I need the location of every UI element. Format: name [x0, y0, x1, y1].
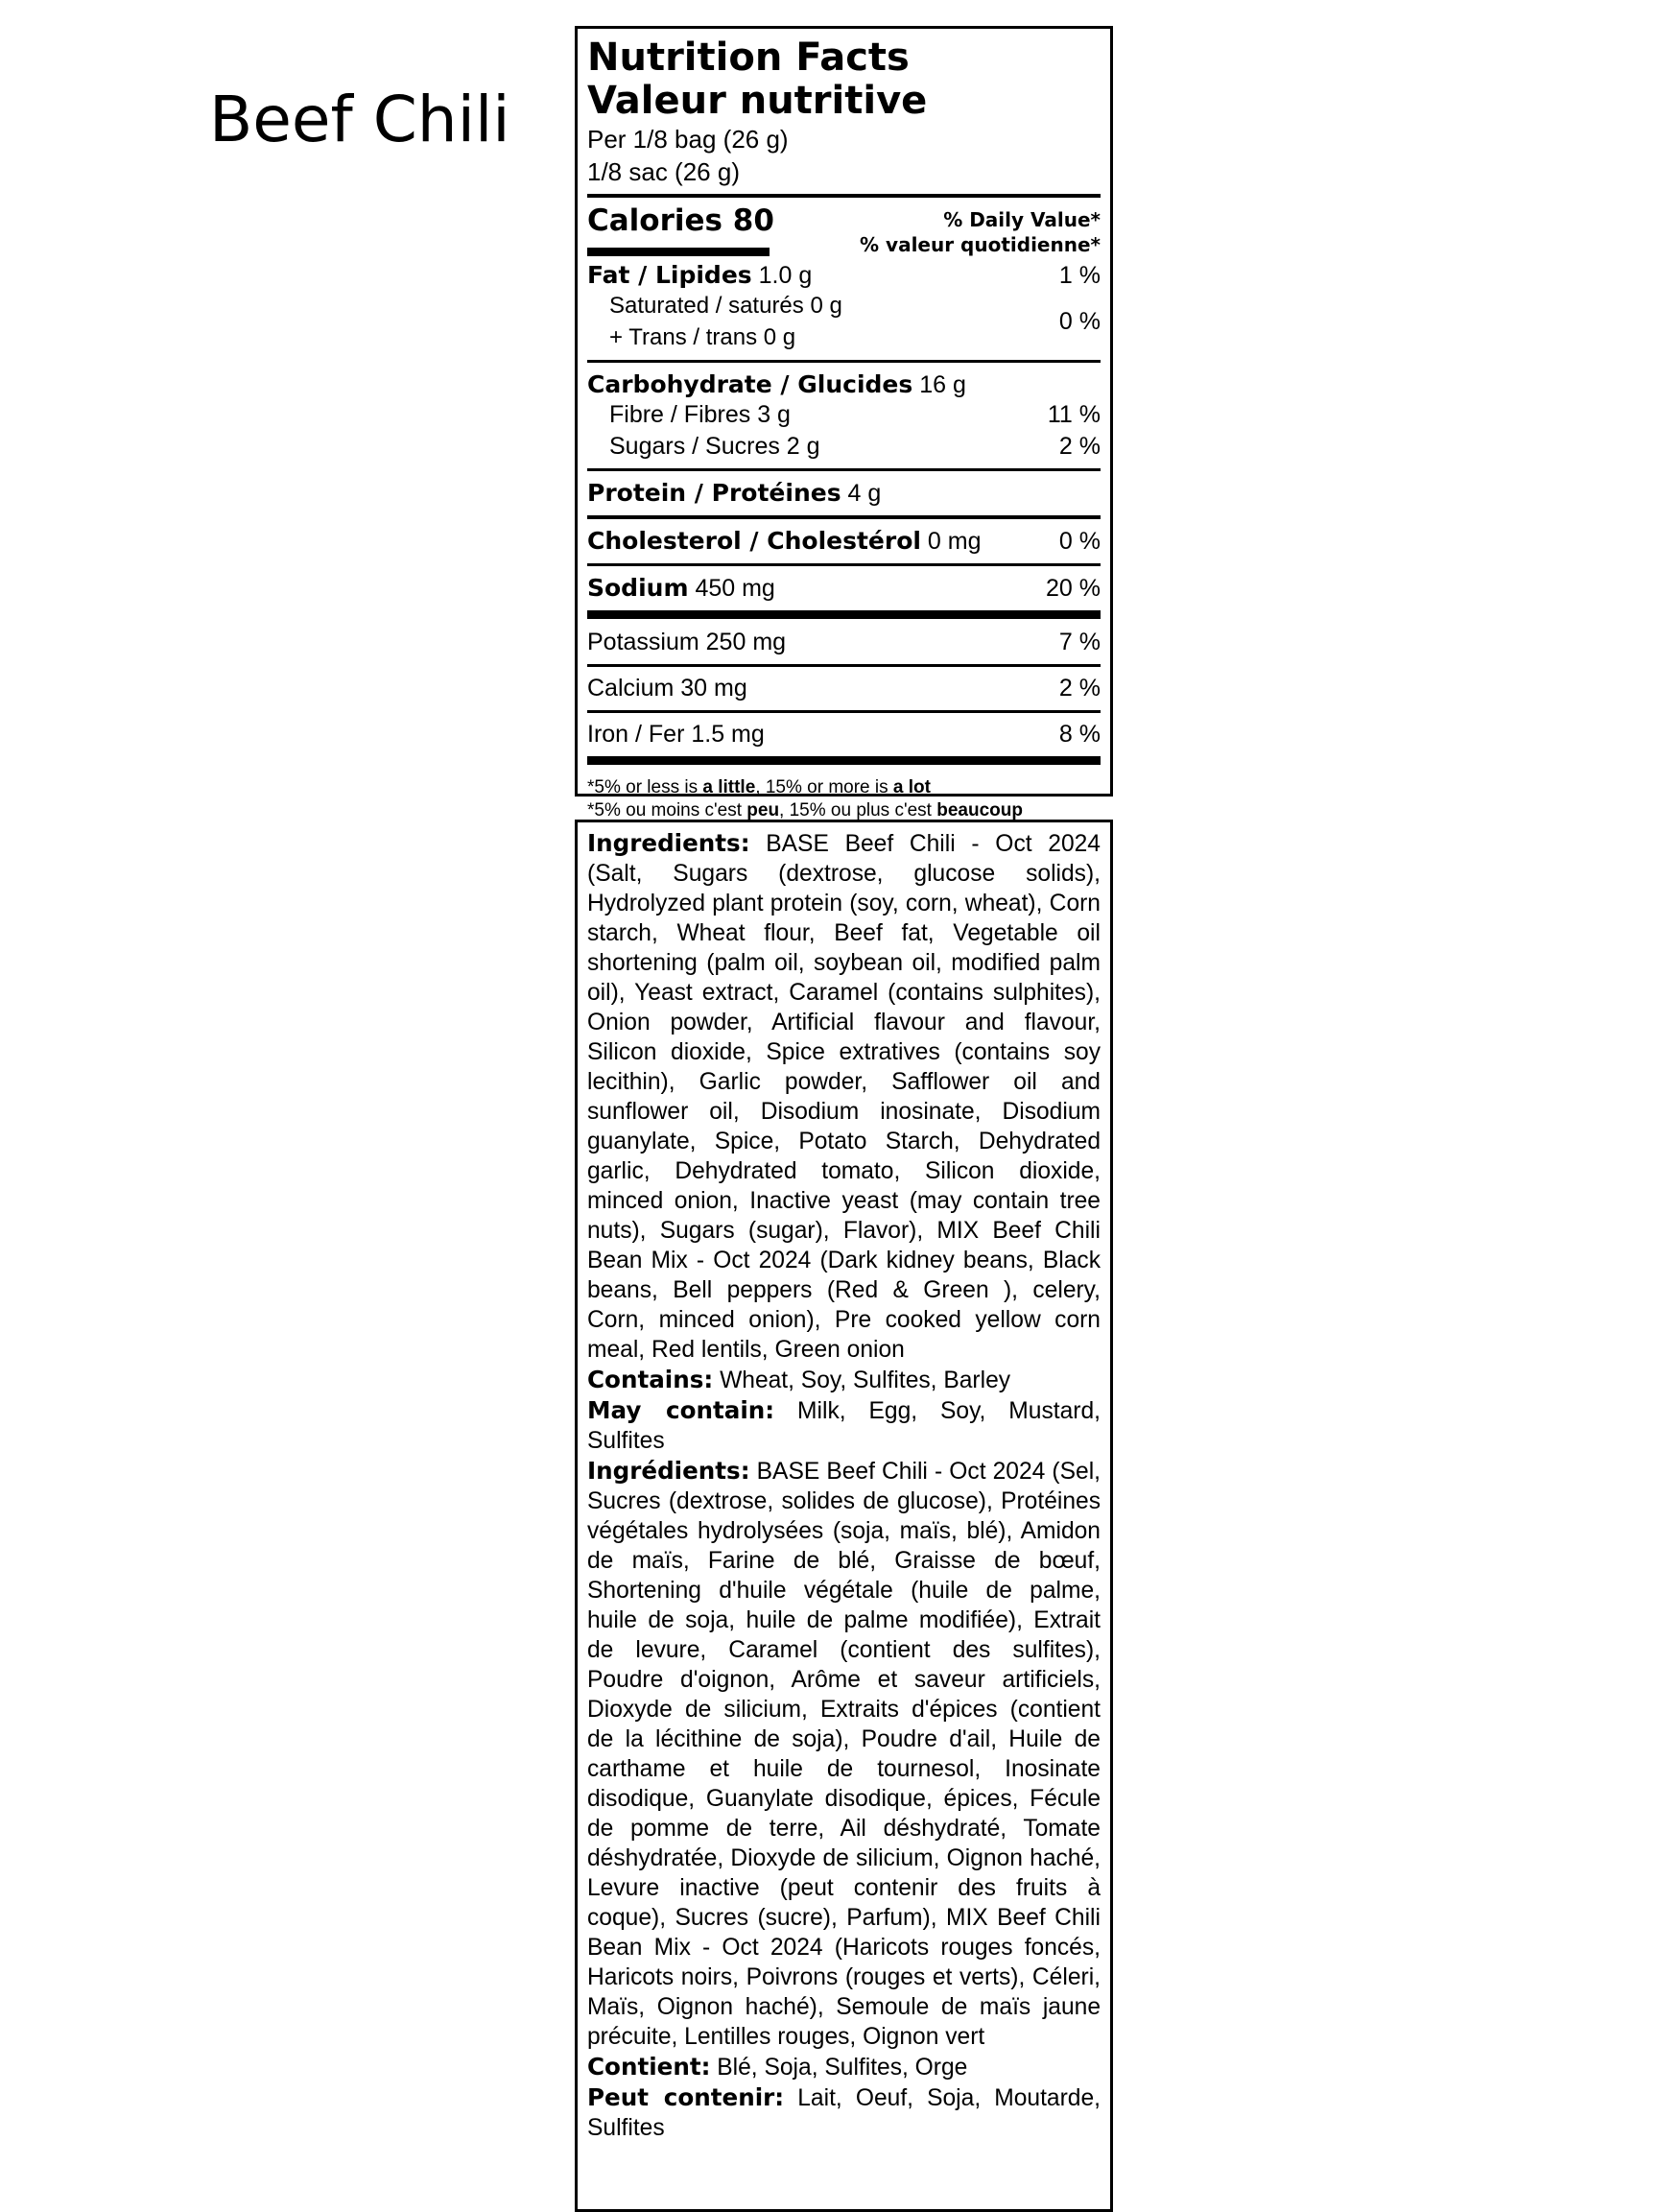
- protein-amount: 4 g: [847, 480, 882, 507]
- fibre-label: Fibre / Fibres 3 g: [609, 401, 791, 428]
- cholesterol-label: Cholesterol / Cholestérol: [587, 527, 921, 555]
- fat-row: [587, 261, 1101, 290]
- sugars-label: Sugars / Sucres 2 g: [609, 433, 820, 460]
- divider: [587, 515, 1101, 519]
- protein-row: [587, 479, 1101, 508]
- potassium-row: [587, 629, 1101, 656]
- carbohydrate-amount: 16 g: [919, 371, 966, 398]
- divider: [587, 664, 1101, 667]
- serving-size-en: Per 1/8 bag (26 g): [587, 125, 789, 154]
- sodium-label: Sodium: [587, 574, 689, 602]
- carbohydrate-label: Carbohydrate / Glucides: [587, 370, 913, 398]
- protein-label: Protein / Protéines: [587, 479, 841, 507]
- saturated-trans-dv: 0 %: [1058, 307, 1101, 335]
- calories-underline: [587, 248, 770, 256]
- divider: [587, 710, 1101, 713]
- may-contain-en: May contain: Milk, Egg, Soy, Mustard, Sulfites: [587, 1396, 1101, 1454]
- calcium-label: Calcium 30 mg: [587, 675, 747, 702]
- ingredients-box: [575, 820, 1113, 2212]
- daily-value-fr: % valeur quotidienne*: [860, 233, 1101, 256]
- fat-dv: 1 %: [1058, 262, 1101, 289]
- daily-value-en: % Daily Value*: [943, 208, 1101, 231]
- sodium-row: [587, 574, 1101, 603]
- nutrition-facts-table: [575, 26, 1113, 821]
- iron-label: Iron / Fer 1.5 mg: [587, 721, 765, 748]
- nutrition-heading-en: Nutrition Facts: [587, 36, 910, 80]
- contains-en: Contains: Wheat, Soy, Sulfites, Barley: [587, 1366, 1011, 1393]
- daily-value-heading: [860, 207, 1101, 257]
- calories-label: Calories 80: [587, 203, 774, 238]
- potassium-label: Potassium 250 mg: [587, 629, 787, 655]
- contains-fr: Contient: Blé, Soja, Sulfites, Orge: [587, 2053, 968, 2081]
- footnote-fr: *5% ou moins c'est peu, 15% ou plus c'est beaucoup: [587, 800, 1023, 821]
- trans-row: + Trans / trans 0 g: [609, 324, 796, 350]
- iron-dv: 8 %: [1058, 721, 1101, 748]
- sodium-amount: 450 mg: [695, 575, 775, 602]
- may-contain-fr: Peut contenir: Lait, Oeuf, Soja, Moutarde, Sulfites: [587, 2083, 1101, 2141]
- saturated-row: Saturated / saturés 0 g: [609, 293, 842, 319]
- fibre-dv: 11 %: [1047, 401, 1101, 428]
- cholesterol-row: [587, 527, 1101, 556]
- carbohydrate-row: [587, 370, 1101, 399]
- potassium-dv: 7 %: [1058, 629, 1101, 655]
- fibre-row: [587, 401, 1101, 429]
- divider-thick: [587, 756, 1101, 765]
- ingredients-fr: Ingrédients: BASE Beef Chili - Oct 2024 (Sel, Sucres (dextrose, solides de glucose), Protéines végétales hydrolysées (soja, maïs, blé), Amidon de maïs, Farine de blé, Graisse de bœuf, Shortening d'huile végétale (huile de palme, huile de soja, huile de palme modifiée), Extrait de levure, Caramel (contient des sulfites), Poudre d'oignon, Arôme et saveur artificiels, Dioxyde de silicium, Extraits d'épices (contient de la lécithine de soja), Poudre d'ail, Huile de carthame et huile de tournesol, Inosinate disodique, Guanylate disodique, épices, Fécule de pomme de terre, Ail déshydraté, Tomate déshydratée, Dioxyde de silicium, Oignon haché, Levure inactive (peut contenir des fruits à coque), Sucres (sucre), Parfum), MIX Beef Chili Bean Mix - Oct 2024 (Haricots rouges foncés, Haricots noirs, Poivrons (rouges et verts), Céleri, Maïs, Oignon haché), Semoule de maïs jaune précuite, Lentilles rouges, Oignon vert: [587, 1457, 1101, 2050]
- calcium-row: [587, 675, 1101, 702]
- product-title: Beef Chili: [209, 83, 510, 156]
- cholesterol-dv: 0 %: [1058, 528, 1101, 555]
- iron-row: [587, 721, 1101, 749]
- sugars-dv: 2 %: [1058, 433, 1101, 460]
- sugars-row: [587, 433, 1101, 461]
- calcium-dv: 2 %: [1058, 675, 1101, 702]
- footnote-en: *5% or less is a little, 15% or more is a lot: [587, 777, 931, 797]
- ingredients-en: Ingredients: BASE Beef Chili - Oct 2024 (Salt, Sugars (dextrose, glucose solids), Hydrolyzed plant protein (soy, corn, wheat), Corn starch, Wheat flour, Beef fat, Vegetable oil shortening (palm oil, soybean oil, modified palm oil), Yeast extract, Caramel (contains sulphites), Onion powder, Artificial flavour and flavour, Silicon dioxide, Spice extratives (contains soy lecithin), Garlic powder, Safflower oil and sunflower oil, Disodium inosinate, Disodium guanylate, Spice, Potato Starch, Dehydrated garlic, Dehydrated tomato, Silicon dioxide, minced onion, Inactive yeast (may contain tree nuts), Sugars (sugar), Flavor), MIX Beef Chili Bean Mix - Oct 2024 (Dark kidney beans, Black beans, Bell peppers (Red & Green ), celery, Corn, minced onion), Pre cooked yellow corn meal, Red lentils, Green onion: [587, 829, 1101, 1363]
- calories-block: [587, 198, 1101, 257]
- fat-amount: 1.0 g: [758, 262, 813, 289]
- saturated-trans-group: [587, 290, 1101, 353]
- sodium-dv: 20 %: [1046, 575, 1101, 602]
- divider-thick: [587, 610, 1101, 619]
- fat-label: Fat / Lipides: [587, 261, 752, 289]
- divider: [587, 563, 1101, 566]
- serving-size-fr: 1/8 sac (26 g): [587, 157, 740, 186]
- nutrition-heading-fr: Valeur nutritive: [587, 79, 928, 123]
- divider: [587, 468, 1101, 471]
- cholesterol-amount: 0 mg: [927, 528, 982, 555]
- divider: [587, 360, 1101, 363]
